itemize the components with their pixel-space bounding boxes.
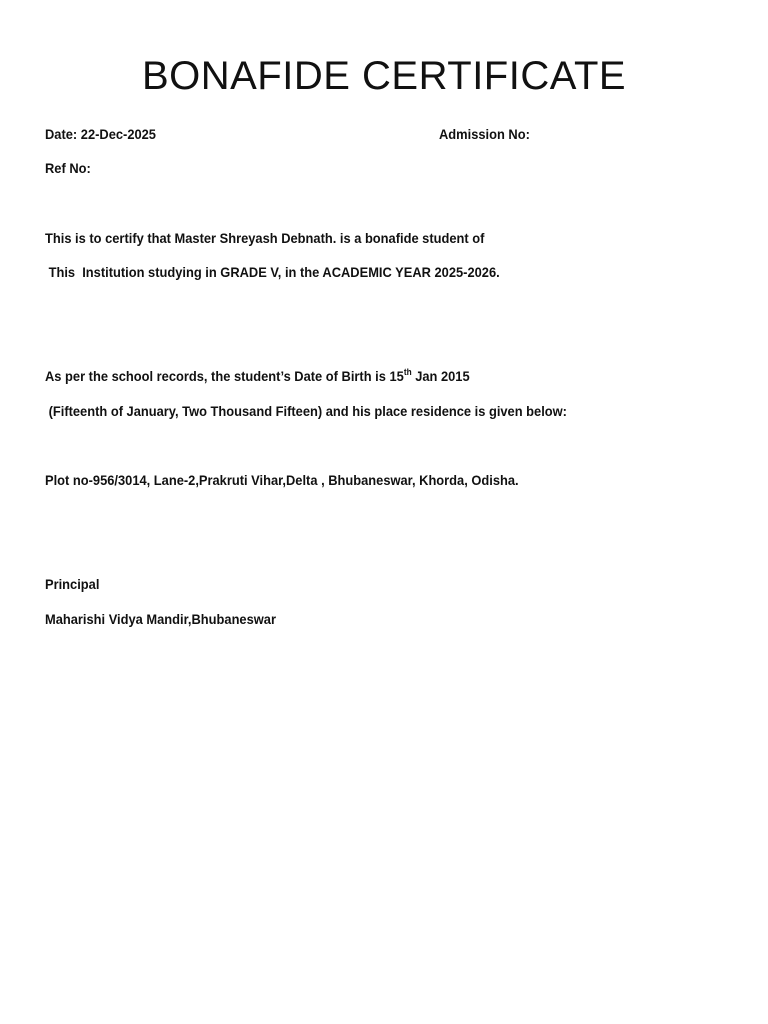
certify-statement-line-2: This Institution studying in GRADE V, in the ACADEMIC YEAR 2025-2026. xyxy=(45,264,500,280)
signatory-role: Principal xyxy=(45,576,100,592)
dob-ordinal-suffix: th xyxy=(403,367,412,377)
date-of-birth-line xyxy=(45,367,470,385)
certify-statement-line-1: This is to certify that Master Shreyash Debnath. is a bonafide student of xyxy=(45,230,485,246)
ref-number-label: Ref No: xyxy=(45,160,91,176)
certificate-title: BONAFIDE CERTIFICATE xyxy=(141,54,627,98)
admission-number-label: Admission No: xyxy=(439,126,530,142)
residence-address: Plot no-956/3014, Lane-2,Prakruti Vihar,Delta , Bhubaneswar, Khorda, Odisha. xyxy=(45,472,519,488)
school-name: Maharishi Vidya Mandir,Bhubaneswar xyxy=(45,611,276,627)
dob-text: As per the school records, the student’s Date of Birth is 15 xyxy=(45,368,404,384)
date-of-birth-words-line: (Fifteenth of January, Two Thousand Fifteen) and his place residence is given below: xyxy=(45,403,567,419)
dob-month-year: Jan 2015 xyxy=(411,368,470,384)
date-line: Date: 22-Dec-2025 xyxy=(45,126,156,142)
